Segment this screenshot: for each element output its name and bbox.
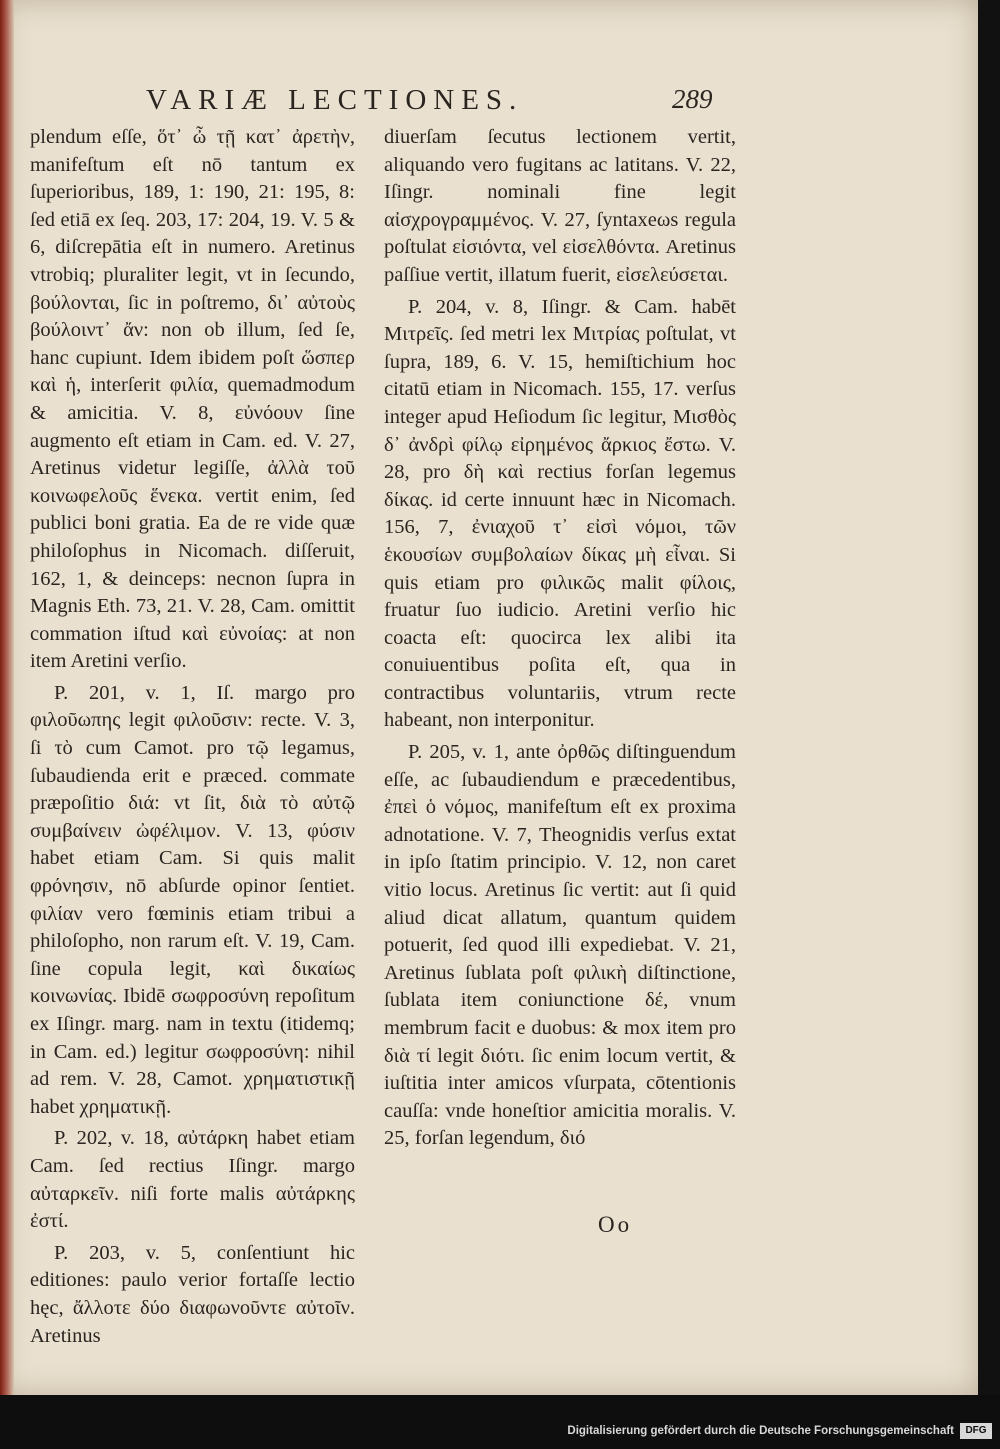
paragraph: P. 203, v. 5, conſentiunt hic editiones: paulo verior fortaſſe lectio hęc, ἄλλοτε δύο διαφωνοῦντε αὐτοῖν. Aretinus — [30, 1241, 355, 1347]
funding-credit: Digitalisierung gefördert durch die Deutsche Forschungsgemeinschaft — [567, 1425, 954, 1437]
running-header: VARIÆ LECTIONES. — [146, 84, 524, 116]
paragraph: diuerſam ſecutus lectionem vertit, aliquando vero fugitans ac latitans. V. 22, Iſingr. nominali fine legit αἰσχρογραμμένος. V. 27, ſyntaxeωs regula poſtulat εἰσιόντα, vel εἰσελθόντα. Aretinus paſſiue vertit, illatum fuerit, εἰσελεύσεται. — [384, 126, 736, 286]
paragraph: P. 205, v. 1, ante ὀρθῶς diſtinguendum eſſe, ac ſubaudiendum e præcedentibus, ἐπεὶ ὁ νόμος, manifeſtum eſt ex proxima adnotatione. V. 7, Theognidis verſus extat in ipſo ſtatim principio. V. 12, non caret vitio locus. Aretinus ſic vertit: aut ſi quid aliud dicat allatum, quantum quidem potuerit, ſed quod illi expediebat. V. 21, Aretinus ſublata poſt φιλικὴ diſtinctione, ſublata item coniunctione δέ, vnum membrum facit e duobus: & mox item pro διὰ τί legit διότι. ſic enim locum vertit, & iuſtitia inter amicos vſurpata, cōtentionis cauſſa: vnde honeſtior amicitia moralis. V. 25, forſan legendum, διό — [384, 741, 736, 1150]
signature-mark: Oo — [598, 1212, 633, 1237]
paragraph: P. 201, v. 1, Iſ. margo pro φιλοῦωπης legit φιλοῦσιν: recte. V. 3, ſi τὸ cum Camot. pro τῷ legamus, ſubaudienda erit e præced. commate præpoſitio διά: vt ſit, διὰ τὸ αὐτῷ συμβαίνειν ὠφέλιμον. V. 13, φύσιν habet etiam Cam. Si quis malit φρόνησιν, nō abſurde opinor ſentiet. φιλίαν vero fœminis etiam tribui a philoſopho, non rarum eſt. V. 19, Cam. ſine copula legit, καὶ δικαίως κοινωνίας. Ibidē σωφροσύνη repoſitum ex Iſingr. marg. nam in textu (itidemq; in Cam. ed.) legitur σωφροσύνη: nihil ad rem. V. 28, Camot. χρηματιστικῇ habet χρηματικῇ. — [30, 681, 355, 1118]
paragraph: plendum eſſe, ὅτ᾽ ὦ τῇ κατ᾽ ἀρετὴν, manifeſtum eſt nō tantum ex ſuperioribus, 189, 1: 190, 21: 195, 8: ſed etiā ex ſeq. 203, 17: 204, 19. V. 5 & 6, diſcrepātia eſt in numero. Aretinus vtrobiq; pluraliter legit, vt in ſecundo, βούλονται, ſic in poſtremo, δι᾽ αὐτοὺς βούλοιντ᾽ ἄν: non ob illum, ſed ſe, hanc cupiunt. Idem ibidem poſt ὥσπερ καὶ ἡ, interſerit φιλία, quemadmodum & amicitia. V. 8, εὐνόουν ſine augmento eſt etiam in Cam. ed. V. 27, Aretinus videtur legiſſe, ἀλλὰ τοῦ κοινωφελοῦς ἕνεκα. vertit enim, ſed publici boni gratia. Ea de re vide quæ philoſophus in Nicomach. diſſeruit, 162, 1, & deinceps: necnon ſupra in Magnis Eth. 73, 21. V. 28, Cam. omittit commation iſtud καὶ εὐνοίας: at non item Aretini verſio. — [30, 126, 355, 673]
left-column — [30, 124, 355, 1350]
viewer-footer — [0, 1395, 1000, 1449]
dfg-logo-icon: DFG — [960, 1423, 992, 1439]
page-number: 289 — [672, 84, 713, 114]
page-binding-edge — [0, 0, 14, 1395]
paragraph: P. 202, v. 18, αὐτάρκη habet etiam Cam. ſed rectius Iſingr. margo αὐταρκεῖν. niſi forte malis αὐτάρκης ἐστί. — [30, 1127, 355, 1233]
right-column — [384, 124, 736, 1153]
paragraph: P. 204, v. 8, Iſingr. & Cam. habēt Μιτρεῖς. ſed metri lex Μιτρίας poſtulat, vt ſupra, 189, 6. V. 15, hemiſtichium hoc citatū etiam in Nicomach. 155, 17. verſus integer apud Heſiodum ſic legitur, Μισθὸς δ᾽ ἀνδρὶ φίλῳ εἰρημένος ἄρκιος ἔστω. V. 28, pro δὴ καὶ rectius forſan legemus δίκας. id certe innuunt hæc in Nicomach. 156, 7, ἐνιαχοῦ τ᾽ εἰσὶ νόμοι, τῶν ἑκουσίων συμβολαίων δίκας μὴ εἶναι. Si quis etiam pro φιλικῶς malit φίλοις, fruatur ſuo iudicio. Aretini verſio hic coacta eſt: quocirca lex alibi ita conuiuentibus poſita eſt, qua in contractibus voluntariis, vtrum recte habeant, non interponitur. — [384, 295, 736, 732]
